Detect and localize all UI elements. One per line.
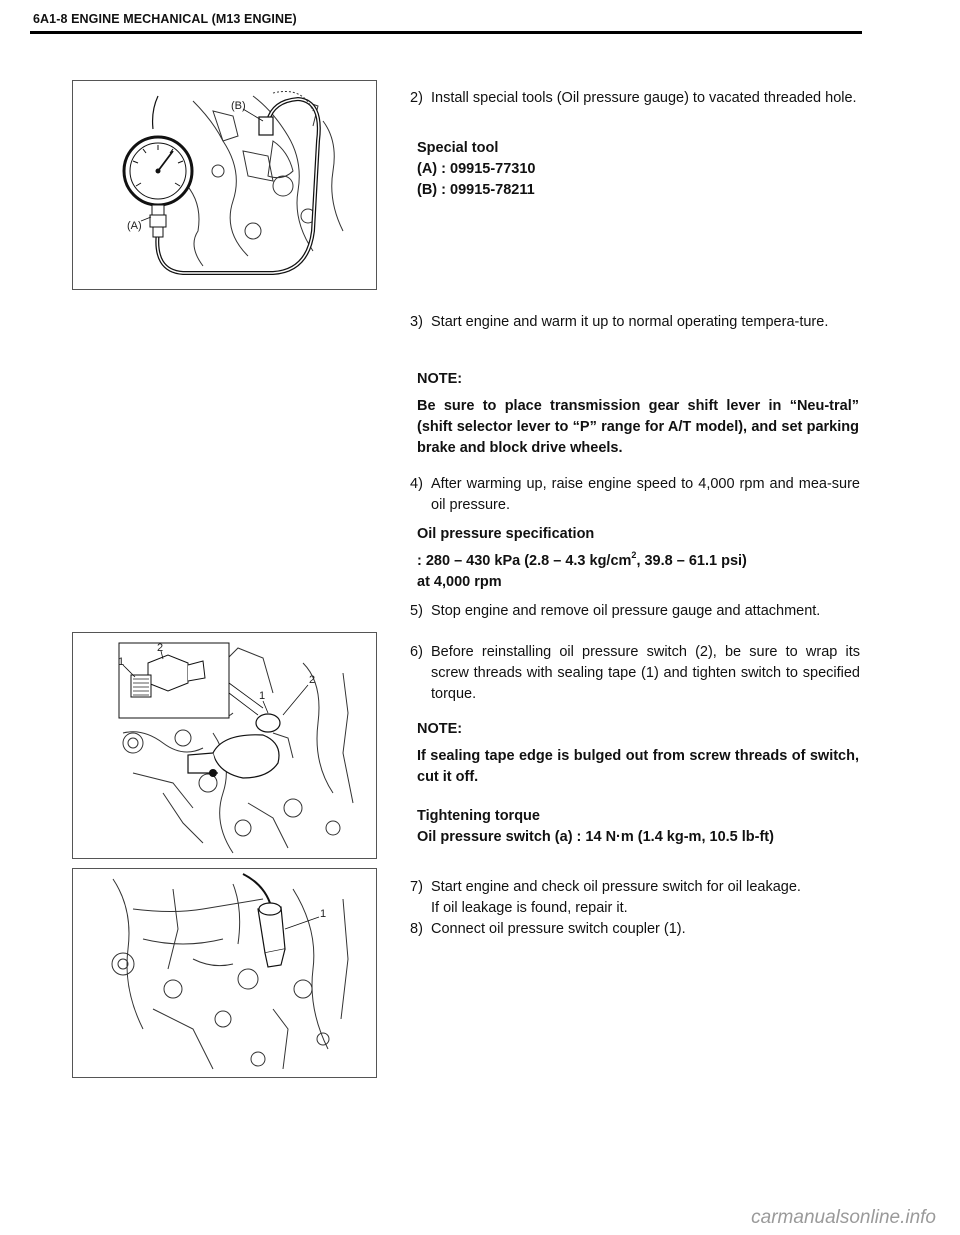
step-number: 4) — [410, 476, 423, 492]
step-text: Stop engine and remove oil pressure gauge and attachment. — [431, 603, 821, 619]
step-3 — [400, 312, 860, 333]
step-number: 5) — [410, 603, 423, 619]
oil-pressure-gauge-illustration — [73, 81, 376, 289]
oil-pressure-switch-illustration — [73, 633, 376, 858]
step-text: Start engine and warm it up to normal operating tempera-ture. — [431, 314, 829, 330]
watermark: carmanualsonline.info — [751, 1207, 936, 1228]
label-1: 1 — [118, 656, 125, 668]
page-header: 6A1-8 ENGINE MECHANICAL (M13 ENGINE) — [33, 12, 297, 26]
spec-title: Oil pressure specification — [417, 526, 595, 542]
step-8 — [400, 919, 860, 940]
label-2b: 2 — [309, 674, 316, 686]
step-6 — [400, 642, 860, 705]
special-tool-b: (B) : 09915-78211 — [417, 182, 535, 198]
step-7 — [400, 877, 860, 919]
step-number: 3) — [410, 314, 423, 330]
step-text: After warming up, raise engine speed to 4,000 rpm and mea-sure oil pressure. — [431, 476, 860, 513]
step-number: 8) — [410, 921, 423, 937]
step-text: Start engine and check oil pressure switch for oil leakage. — [431, 879, 801, 895]
special-tool-title: Special tool — [417, 140, 499, 156]
header-rule — [30, 31, 862, 34]
step-2 — [400, 88, 860, 109]
step-5 — [400, 601, 860, 622]
torque-title: Tightening torque — [417, 808, 540, 824]
step-text: Connect oil pressure switch coupler (1). — [431, 921, 686, 937]
switch-coupler-illustration — [73, 869, 376, 1077]
figure-oil-pressure-gauge — [72, 80, 377, 290]
label-a: (A) — [127, 220, 142, 232]
step-text: Before reinstalling oil pressure switch (2), be sure to wrap its screw threads with sealing tape (1) and tighten switch to specified torque. — [431, 644, 860, 702]
label-2: 2 — [157, 642, 164, 654]
figure-switch-coupler — [72, 868, 377, 1078]
figure-oil-pressure-switch — [72, 632, 377, 859]
note-text: If sealing tape edge is bulged out from screw threads of switch, cut it off. — [417, 748, 859, 785]
step-number: 2) — [410, 90, 423, 106]
spec-rpm: at 4,000 rpm — [417, 574, 502, 590]
special-tool-a: (A) : 09915-77310 — [417, 161, 536, 177]
step-number: 7) — [410, 879, 423, 895]
note-title: NOTE: — [417, 371, 463, 387]
note-title: NOTE: — [417, 721, 463, 737]
step-4 — [400, 474, 860, 516]
label-1b: 1 — [259, 690, 266, 702]
note-text: Be sure to place transmission gear shift lever in “Neu-tral” (shift selector lever to “P” range for A/T model), and set parking brake and block drive wheels. — [417, 398, 859, 456]
spec-value: : 280 – 430 kPa (2.8 – 4.3 $kg/cm^2$, 39.8 – 61.1 psi) — [417, 550, 747, 569]
label-1: 1 — [320, 908, 327, 920]
step-text: Install special tools (Oil pressure gauge) to vacated threaded hole. — [431, 90, 857, 106]
torque-value: Oil pressure switch (a) : 14 N·m (1.4 kg-m, 10.5 lb-ft) — [417, 829, 774, 845]
step-number: 6) — [410, 644, 423, 660]
step-subtext: If oil leakage is found, repair it. — [431, 900, 628, 916]
label-b: (B) — [231, 100, 246, 112]
